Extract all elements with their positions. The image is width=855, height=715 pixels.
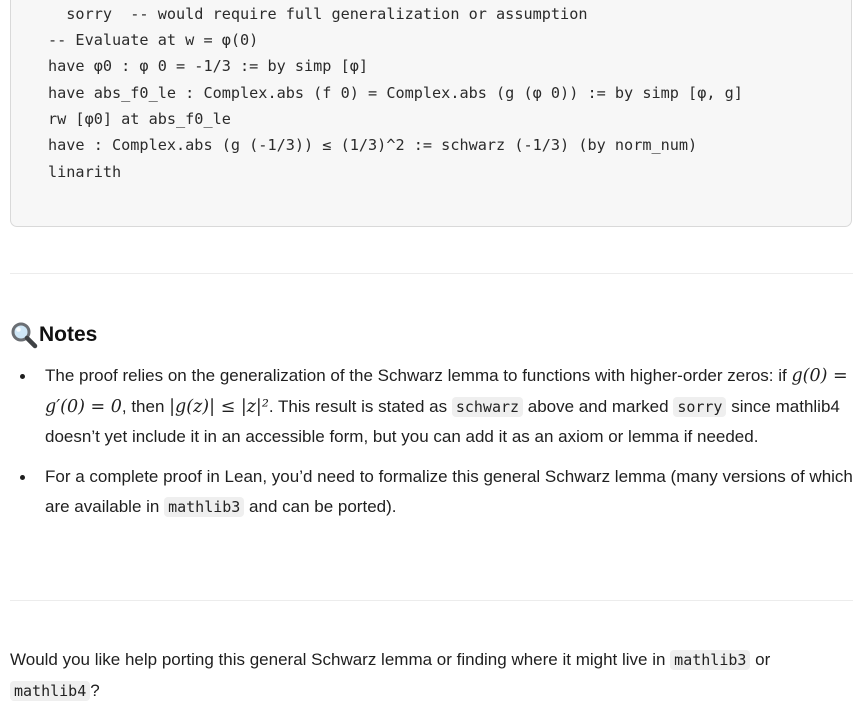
notes-list [10,361,853,523]
bullet-text: and can be ported). [244,497,397,516]
section-divider [10,273,853,274]
bullet-text: above and marked [523,396,674,416]
section-divider [10,600,853,601]
list-item [10,361,853,453]
closing-text: Would you like help porting this general Schwarz lemma or finding where it might live in [10,650,671,669]
inline-code: schwarz [452,397,523,417]
bullet-text: . This result is stated as [268,396,452,416]
closing-text: or [750,650,771,669]
bullet-marker [20,475,25,480]
inline-code: mathlib3 [164,497,244,517]
code-line-2: -- Evaluate at w = φ(0) [48,31,259,49]
code-line-5: rw [φ0] at abs_f0_le [48,110,231,128]
inline-code: mathlib4 [10,681,90,701]
inline-code: sorry [673,397,726,417]
notes-title: Notes [39,323,98,346]
code-line-3: have φ0 : φ 0 = -1/3 := by simp [φ] [48,57,369,75]
code-line-7: linarith [48,163,122,181]
bullet-text: The proof relies on the generalization of the Schwarz lemma to functions with higher-order zeros: if [45,366,792,385]
code-line-6: have : Complex.abs (g (-1/3)) ≤ (1/3)^2 := schwarz (-1/3) (by norm_num) [48,136,698,154]
notes-heading [10,321,97,349]
lean-code-block [10,0,852,227]
inline-code: mathlib3 [670,650,750,670]
magnifying-glass-icon [10,321,38,349]
code-line-1: sorry -- would require full generalization or assumption [48,5,588,23]
code-line-4: have abs_f0_le : Complex.abs (f 0) = Complex.abs (g (φ 0)) := by simp [φ, g] [48,84,743,102]
bullet-marker [20,374,25,379]
closing-question [10,645,853,706]
math-expression: g(0) = g′(0) = 0 [45,366,848,417]
list-item [10,462,853,523]
bullet-text: For a complete proof in Lean, you’d need to formalize this general Schwarz lemma (many versions of which are available in [45,466,853,516]
math-expression: |g(z)| ≤ |z|² [169,396,269,417]
closing-text: ? [90,680,100,700]
bullet-text: , then [121,396,170,416]
bullet-text: since mathlib4 doesn’t yet include it in an accessible form, but you can add it as an axiom or lemma if needed. [45,396,840,446]
